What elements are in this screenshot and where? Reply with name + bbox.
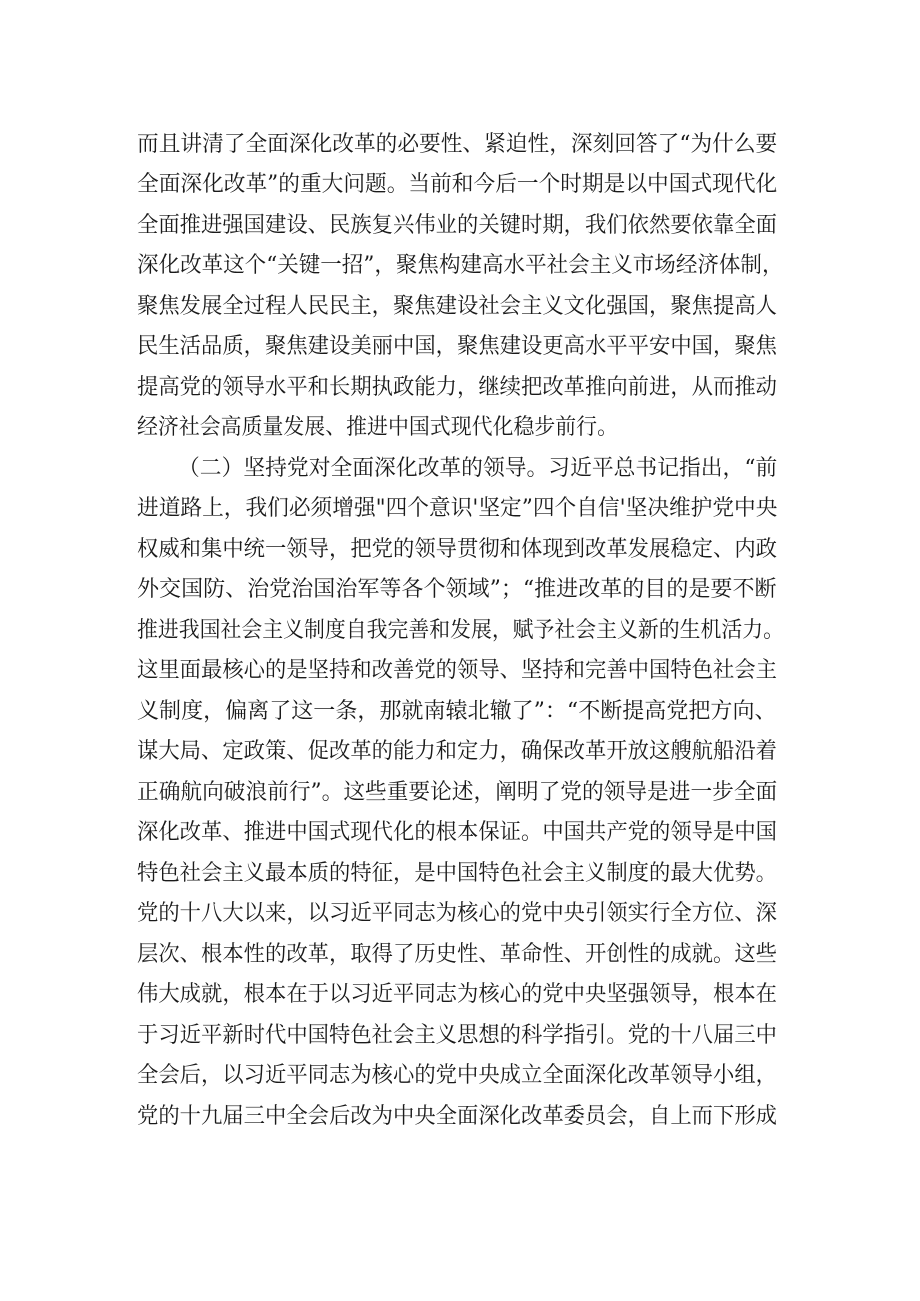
text-line-content: 全会后，以习近平同志为核心的党中央成立全面深化改革领导小组， xyxy=(137,1063,778,1088)
text-line xyxy=(0,449,920,489)
text-line-content: 党的十九届三中全会后改为中央全面深化改革委员会，自上而下形成 xyxy=(137,1104,778,1129)
text-line xyxy=(0,975,920,1015)
text-line xyxy=(0,854,920,894)
text-line xyxy=(0,327,920,367)
text-line-content: 谋大局、定政策、促改革的能力和定力，确保改革开放这艘航船沿着 xyxy=(137,739,778,764)
text-line-content: 这里面最核心的是坚持和改善党的领导、坚持和完善中国特色社会主 xyxy=(137,658,778,683)
text-line-content: 经济社会高质量发展、推进中国式现代化稳步前行。 xyxy=(137,415,619,440)
text-line-content: 义制度，偏离了这一条，那就南辕北辙了”：“不断提高党把方向、 xyxy=(137,699,777,724)
text-line-content: 全面推进强国建设、民族复兴伟业的关键时期，我们依然要依靠全面 xyxy=(137,213,778,238)
text-line xyxy=(0,813,920,853)
text-line-content: 特色社会主义最本质的特征，是中国特色社会主义制度的最大优势。 xyxy=(137,861,778,886)
text-line xyxy=(0,692,920,732)
text-line xyxy=(0,408,920,448)
text-line-content: 于习近平新时代中国特色社会主义思想的科学指引。党的十八届三中 xyxy=(137,1023,778,1048)
text-line-content: 全面深化改革”的重大问题。当前和今后一个时期是以中国式现代化 xyxy=(137,172,778,197)
text-line xyxy=(0,611,920,651)
text-line xyxy=(0,165,920,205)
text-line-content: 深化改革这个“关键一招”，聚焦构建高水平社会主义市场经济体制， xyxy=(137,253,784,278)
text-line xyxy=(0,368,920,408)
text-line xyxy=(0,732,920,772)
text-line-content: （二）坚持党对全面深化改革的领导。习近平总书记指出，“前 xyxy=(178,456,778,481)
text-line xyxy=(0,489,920,529)
text-line-content: 深化改革、推进中国式现代化的根本保证。中国共产党的领导是中国 xyxy=(137,820,778,845)
text-line xyxy=(0,530,920,570)
text-line-content: 而且讲清了全面深化改革的必要性、紧迫性，深刻回答了“为什么要 xyxy=(137,132,778,157)
text-line xyxy=(0,246,920,286)
text-line-content: 党的十八大以来，以习近平同志为核心的党中央引领实行全方位、深 xyxy=(137,901,778,926)
text-line-content: 外交国防、治党治国治军等各个领域”；“推进改革的目的是要不断 xyxy=(137,577,777,602)
text-line-content: 权威和集中统一领导，把党的领导贯彻和体现到改革发展稳定、内政 xyxy=(137,537,778,562)
text-line-content: 民生活品质，聚焦建设美丽中国，聚焦建设更高水平平安中国，聚焦 xyxy=(137,334,778,359)
text-line-content: 聚焦发展全过程人民民主，聚焦建设社会主义文化强国，聚焦提高人 xyxy=(137,294,778,319)
text-line-content: 层次、根本性的改革，取得了历史性、革命性、开创性的成就。这些 xyxy=(137,942,778,967)
text-line-content: 伟大成就，根本在于以习近平同志为核心的党中央坚强领导，根本在 xyxy=(137,982,778,1007)
text-line xyxy=(0,773,920,813)
text-line xyxy=(0,570,920,610)
text-line xyxy=(0,894,920,934)
text-line-content: 推进我国社会主义制度自我完善和发展，赋予社会主义新的生机活力。 xyxy=(137,618,785,643)
text-line xyxy=(0,1056,920,1096)
text-line xyxy=(0,125,920,165)
text-line-content: 进道路上，我们必须增强"四个意识'坚定”四个自信'坚决维护党中央 xyxy=(137,496,778,521)
text-line xyxy=(0,1016,920,1056)
text-line xyxy=(0,935,920,975)
text-line xyxy=(0,206,920,246)
text-line xyxy=(0,1097,920,1137)
text-line-content: 正确航向破浪前行”。这些重要论述，阐明了党的领导是进一步全面 xyxy=(137,780,778,805)
text-line-content: 提高党的领导水平和长期执政能力，继续把改革推向前进，从而推动 xyxy=(137,375,778,400)
text-line xyxy=(0,287,920,327)
text-line xyxy=(0,651,920,691)
